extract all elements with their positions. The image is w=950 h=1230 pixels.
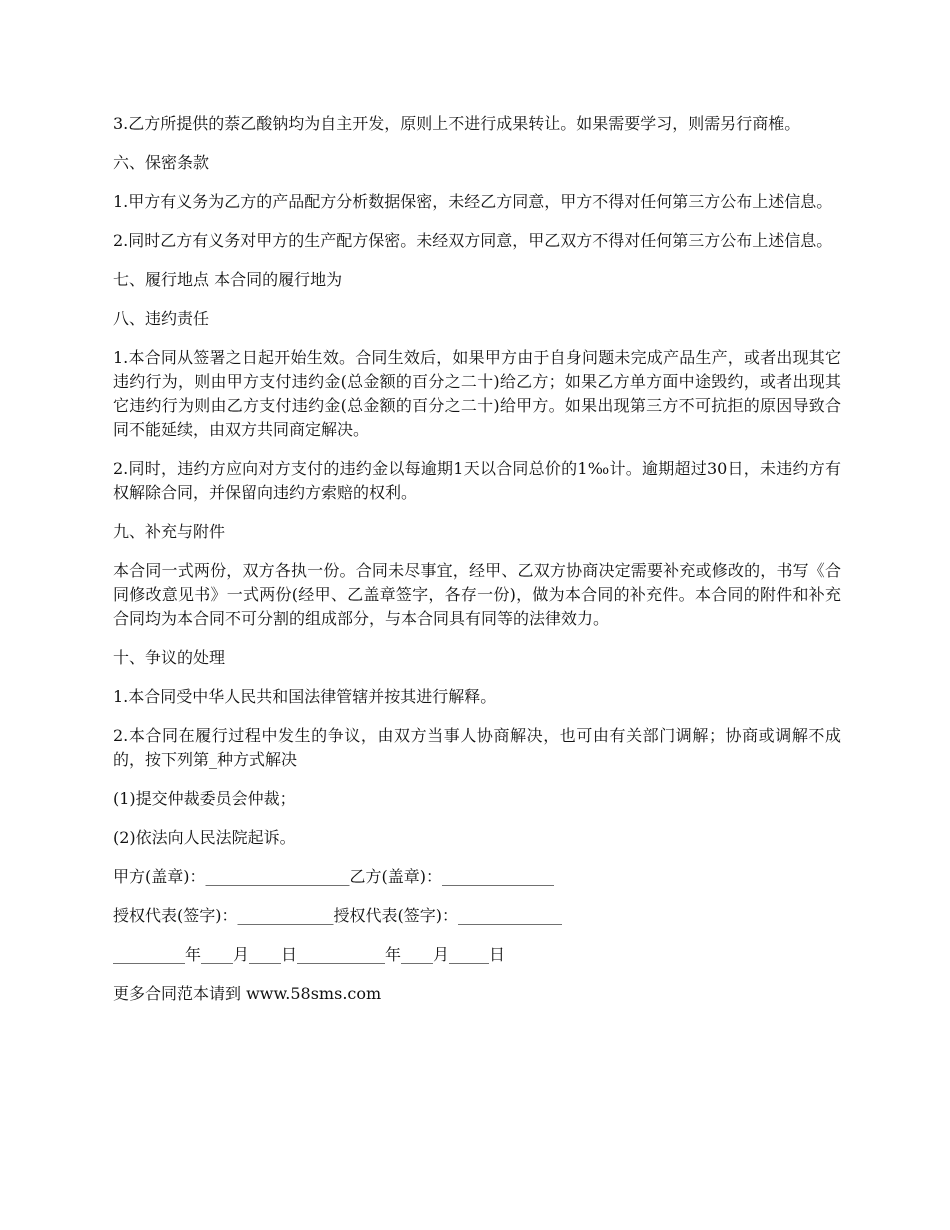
- section-8-heading: 八、违约责任: [113, 309, 210, 328]
- clause-6-1: 1.甲方有义务为乙方的产品配方分析数据保密，未经乙方同意，甲方不得对任何第三方公布上述信息。: [113, 192, 833, 211]
- date-line: _________年____月____日___________年____月_____日: [113, 945, 506, 964]
- clause-5-3: 3.乙方所提供的萘乙酸钠均为自主开发，原则上不进行成果转让。如果需要学习，则需另行商榷。: [113, 114, 801, 133]
- dispute-option-2: (2)依法向人民法院起诉。: [113, 828, 296, 847]
- section-9-heading: 九、补充与附件: [113, 522, 226, 541]
- clause-10-1: 1.本合同受中华人民共和国法律管辖并按其进行解释。: [113, 687, 497, 706]
- clause-6-2: 2.同时乙方有义务对甲方的生产配方保密。未经双方同意，甲乙双方不得对任何第三方公布上述信息。: [113, 231, 833, 250]
- seal-line: 甲方(盖章)：__________________乙方(盖章)：______________: [113, 867, 554, 886]
- representative-line: 授权代表(签字)：____________授权代表(签字)：_____________: [113, 906, 562, 925]
- footer-more-link[interactable]: 更多合同范本请到 www.58sms.com: [113, 984, 382, 1003]
- clause-9-body: 本合同一式两份，双方各执一份。合同未尽事宜，经甲、乙双方协商决定需要补充或修改的，书写《合同修改意见书》一式两份(经甲、乙盖章签字，各存一份)，做为本合同的补充件。本合同的附件和补充合同均为本合同不可分割的组成部分，与本合同具有同等的法律效力。: [113, 561, 841, 628]
- section-10-heading: 十、争议的处理: [113, 648, 226, 667]
- section-6-heading: 六、保密条款: [113, 153, 210, 172]
- clause-8-2: 2.同时，违约方应向对方支付的违约金以每逾期1天以合同总价的1‰计。逾期超过30日，未违约方有权解除合同，并保留向违约方索赔的权利。: [113, 459, 841, 502]
- contract-document: [113, 112, 841, 1006]
- clause-8-1: 1.本合同从签署之日起开始生效。合同生效后，如果甲方由于自身问题未完成产品生产，或者出现其它违约行为，则由甲方支付违约金(总金额的百分之二十)给乙方；如果乙方单方面中途毁约，或者出现其它违约行为则由乙方支付违约金(总金额的百分之二十)给甲方。如果出现第三方不可抗拒的原因导致合同不能延续，由双方共同商定解决。: [113, 348, 841, 439]
- clause-10-2: 2.本合同在履行过程中发生的争议，由双方当事人协商解决，也可由有关部门调解；协商或调解不成的，按下列第_种方式解决: [113, 726, 841, 769]
- section-7-heading: 七、履行地点 本合同的履行地为: [113, 270, 343, 289]
- dispute-option-1: (1)提交仲裁委员会仲裁；: [113, 789, 296, 808]
